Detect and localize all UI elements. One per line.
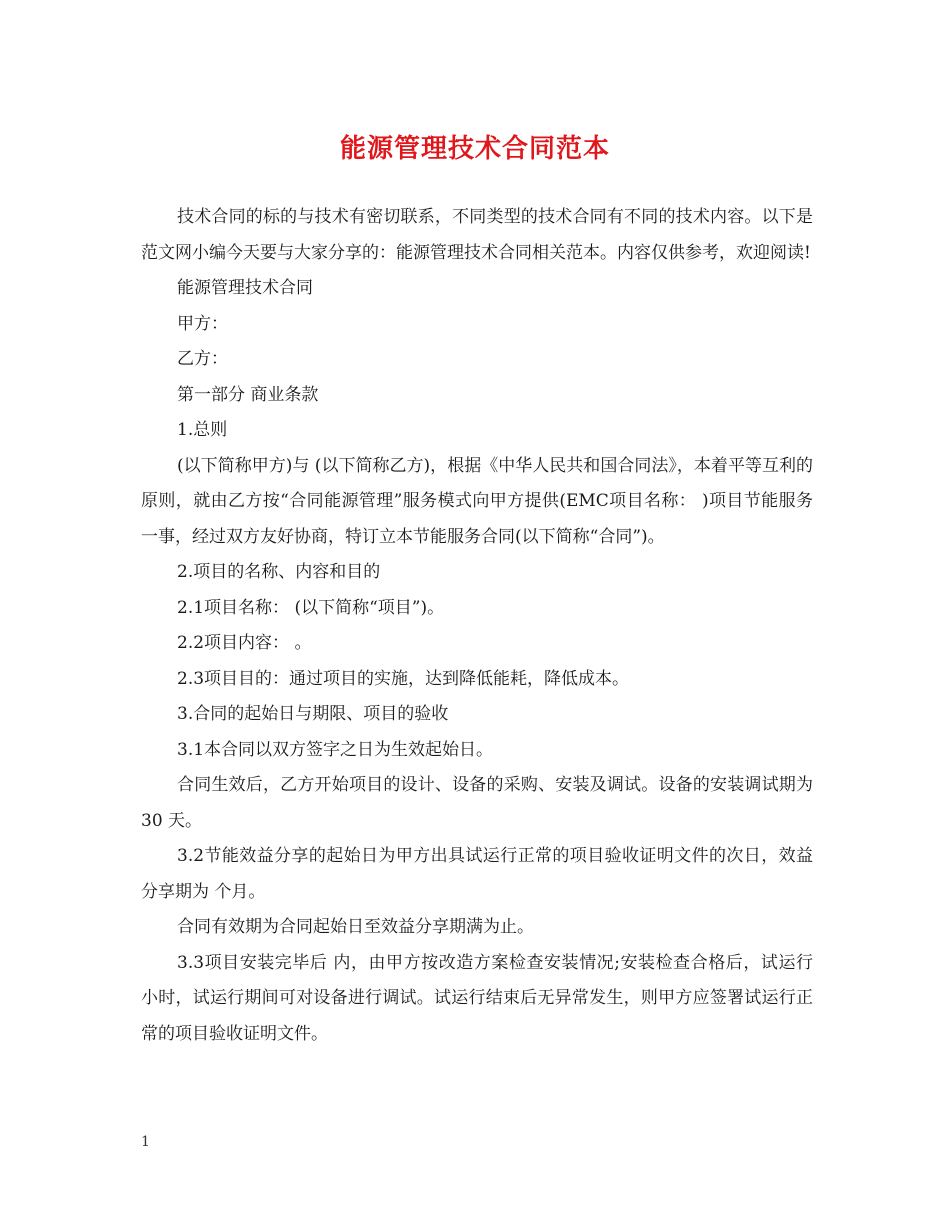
- paragraph-project-content: 2.2项目内容： 。: [177, 633, 312, 653]
- paragraph-validity: 合同有效期为合同起始日至效益分享期满为止。: [177, 917, 534, 937]
- paragraph-intro: 技术合同的标的与技术有密切联系，不同类型的技术合同有不同的技术内容。以下是范文网小编今天要与大家分享的：能源管理技术合同相关范本。内容仅供参考，欢迎阅读!: [141, 207, 813, 263]
- paragraph-installation: 合同生效后，乙方开始项目的设计、设备的采购、安装及调试。设备的安装调试期为30 天。: [141, 775, 813, 831]
- page-title: 能源管理技术合同范本: [339, 134, 610, 164]
- section-heading-general: 1.总则: [177, 420, 228, 440]
- paragraph-party-a: 甲方：: [177, 313, 228, 334]
- paragraph-clause-3-3: 3.3项目安装完毕后 内，由甲方按改造方案检查安装情况;安装检查合格后，试运行 小时，试运行期间可对设备进行调试。试运行结束后无异常发生，则甲方应签署试运行正常的项目验收证明文件。: [141, 952, 813, 1044]
- paragraph-project-purpose: 2.3项目目的：通过项目的实施，达到降低能耗，降低成本。: [177, 668, 630, 689]
- paragraph-clause-3-1: 3.1本合同以双方签字之日为生效起始日。: [177, 739, 494, 760]
- document-body: [141, 200, 813, 1052]
- paragraph-project-name: 2.1项目名称： (以下简称“项目”)。: [177, 597, 445, 618]
- section-heading-term: 3.合同的起始日与期限、项目的验收: [177, 704, 449, 724]
- paragraph-general-terms: (以下简称甲方)与 (以下简称乙方)，根据《中华人民共和国合同法》，本着平等互利的原则，就由乙方按“合同能源管理”服务模式向甲方提供(EMC项目名称： )项目节能服务一事，经过双方友好协商，特订立本节能服务合同(以下简称“合同”)。: [141, 455, 813, 547]
- section-heading-project: 2.项目的名称、内容和目的: [177, 562, 381, 582]
- paragraph-contract-name: 能源管理技术合同: [177, 278, 313, 298]
- page-number: 1: [141, 1134, 150, 1150]
- paragraph-party-b: 乙方：: [177, 349, 228, 369]
- paragraph-clause-3-2: 3.2节能效益分享的起始日为甲方出具试运行正常的项目验收证明文件的次日，效益分享期为 个月。: [141, 846, 813, 902]
- section-heading-part-one: 第一部分 商业条款: [177, 384, 319, 405]
